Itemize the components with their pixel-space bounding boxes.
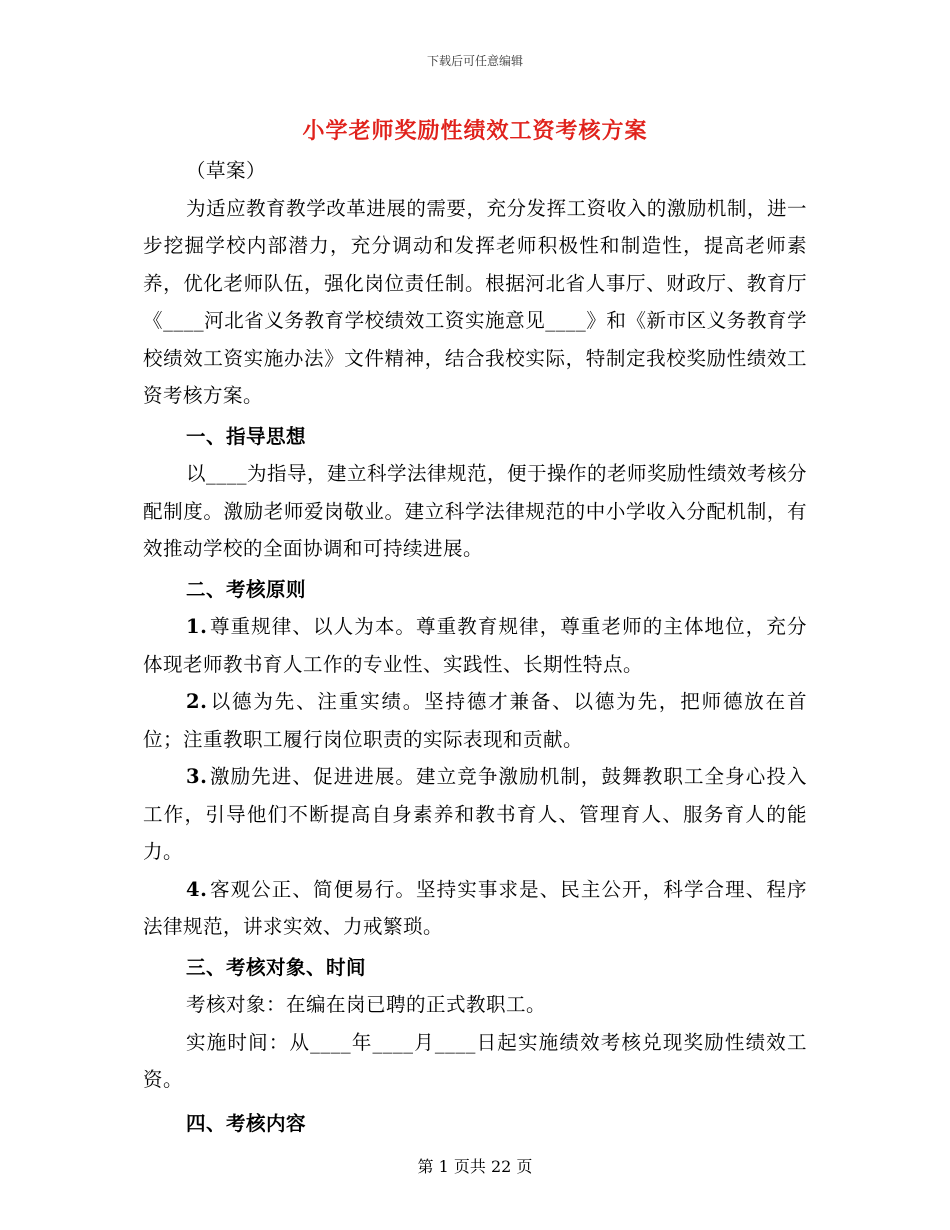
principle-item bbox=[143, 683, 807, 758]
assessment-target-paragraph: 考核对象：在编在岗已聘的正式教职工。 bbox=[186, 993, 547, 1016]
section-heading-guiding-ideology: 一、指导思想 bbox=[186, 424, 307, 448]
implementation-time-paragraph: 实施时间：从____年____月____日起实施绩效考核兑现奖励性绩效工资。 bbox=[143, 1030, 807, 1091]
principle-number: 2. bbox=[186, 690, 208, 713]
principle-item bbox=[143, 608, 807, 683]
section-heading-content: 四、考核内容 bbox=[186, 1111, 307, 1135]
document-body bbox=[143, 152, 807, 1142]
page-footer: 第 1 页共 22 页 bbox=[417, 1157, 533, 1176]
section-heading-targets-time: 三、考核对象、时间 bbox=[186, 955, 367, 979]
principle-item bbox=[143, 871, 807, 946]
principle-number: 1. bbox=[186, 615, 208, 638]
page-header: 下载后可任意编辑 bbox=[426, 54, 523, 68]
principle-text: 以德为先、注重实绩。坚持德才兼备、以德为先，把师德放在首位；注重教职工履行岗位职责的实际表现和贡献。 bbox=[143, 690, 807, 751]
section-heading-principles: 二、考核原则 bbox=[186, 577, 307, 601]
principle-number: 4. bbox=[186, 877, 208, 901]
principle-text: 尊重规律、以人为本。尊重教育规律，尊重老师的主体地位，充分体现老师教书育人工作的专业性、实践性、长期性特点。 bbox=[143, 615, 807, 676]
principle-number: 3. bbox=[186, 765, 208, 788]
document-title: 小学老师奖励性绩效工资考核方案 bbox=[302, 118, 648, 144]
principle-item bbox=[143, 758, 807, 871]
intro-paragraph: 为适应教育教学改革进展的需要，充分发挥工资收入的激励机制，进一步挖掘学校内部潜力，充分调动和发挥老师积极性和制造性，提高老师素养，优化老师队伍，强化岗位责任制。根据河北省人事厅、财政厅、教育厅《____河北省义务教育学校绩效工资实施意见____》和《新市区义务教育学校绩效工资实施办法》文件精神，结合我校实际，特制定我校奖励性绩效工资考核方案。 bbox=[143, 196, 807, 407]
guiding-ideology-paragraph: 以____为指导，建立科学法律规范，便于操作的老师奖励性绩效考核分配制度。激励老师爱岗敬业。建立科学法律规范的中小学收入分配机制，有效推动学校的全面协调和可持续进展。 bbox=[143, 462, 808, 560]
draft-label: （草案） bbox=[186, 159, 267, 182]
principle-text: 激励先进、促进进展。建立竞争激励机制，鼓舞教职工全身心投入工作，引导他们不断提高自身素养和教书育人、管理育人、服务育人的能力。 bbox=[143, 765, 807, 863]
principle-text: 客观公正、简便易行。坚持实事求是、民主公开，科学合理、程序法律规范，讲求实效、力戒繁琐。 bbox=[143, 877, 807, 938]
